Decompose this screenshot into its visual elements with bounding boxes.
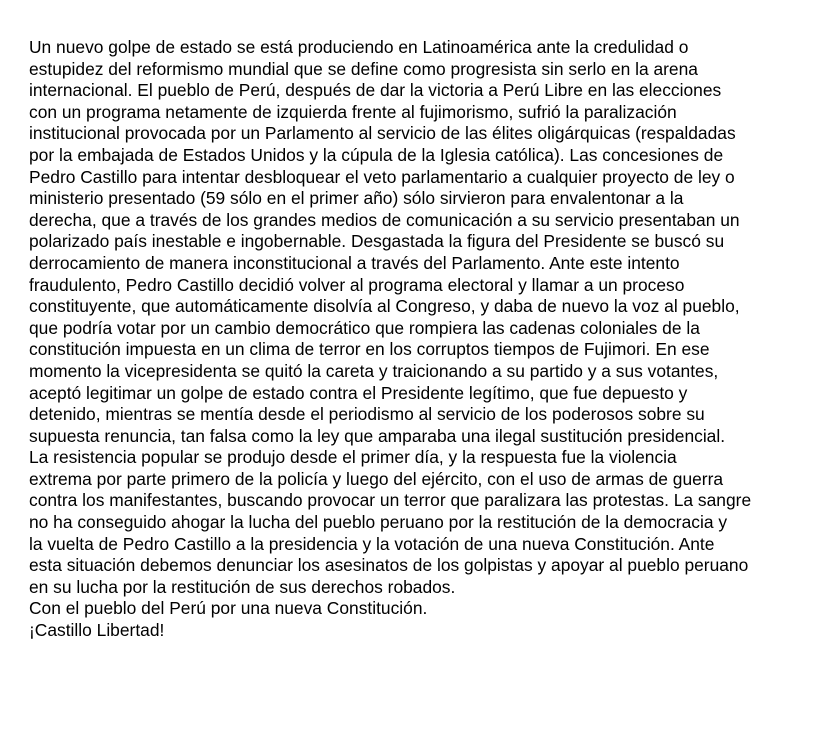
text-line: esta situación debemos denunciar los asesinatos de los golpistas y apoyar al pueblo peruano <box>29 555 749 576</box>
text-line: extrema por parte primero de la policía y luego del ejército, con el uso de armas de guerra <box>29 468 724 489</box>
text-line: ¡Castillo Libertad! <box>29 620 165 641</box>
text-line: Con el pueblo del Perú por una nueva Constitución. <box>29 598 428 619</box>
text-line: Un nuevo golpe de estado se está produciendo en Latinoamérica ante la credulidad o <box>29 37 689 57</box>
text-line: constitución impuesta en un clima de terror en los corruptos tiempos de Fujimori. En ese <box>29 339 710 360</box>
text-line: detenido, mientras se mentía desde el periodismo al servicio de los poderosos sobre su <box>29 404 705 425</box>
text-line: aceptó legitimar un golpe de estado contra el Presidente legítimo, que fue depuesto y <box>29 382 688 403</box>
text-line: derecha, que a través de los grandes medios de comunicación a su servicio presentaban un <box>29 209 740 230</box>
text-line: fraudulento, Pedro Castillo decidió volver al programa electoral y llamar a un proceso <box>29 274 685 295</box>
text-line: Pedro Castillo para intentar desbloquear el veto parlamentario a cualquier proyecto de ley o <box>29 166 735 187</box>
text-line: estupidez del reformismo mundial que se define como progresista sin serlo en la arena <box>29 58 698 79</box>
text-line: polarizado país inestable e ingobernable. Desgastada la figura del Presidente se buscó su <box>29 231 725 252</box>
text-line: en su lucha por la restitución de sus derechos robados. <box>29 576 456 597</box>
text-line: internacional. El pueblo de Perú, después de dar la victoria a Perú Libre en las elecciones <box>29 80 722 101</box>
text-line: momento la vicepresidenta se quitó la careta y traicionando a su partido y a sus votantes, <box>29 360 719 381</box>
text-line: con un programa netamente de izquierda frente al fujimorismo, sufrió la paralización <box>29 101 677 122</box>
text-line: derrocamiento de manera inconstitucional a través del Parlamento. Ante este intento <box>29 252 680 273</box>
text-line: la vuelta de Pedro Castillo a la presidencia y la votación de una nueva Constitución. Ante <box>29 533 715 554</box>
text-line: La resistencia popular se produjo desde el primer día, y la respuesta fue la violencia <box>29 447 677 468</box>
document-body <box>29 37 818 642</box>
text-line: por la embajada de Estados Unidos y la cúpula de la Iglesia católica). Las concesiones de <box>29 144 724 165</box>
text-line: supuesta renuncia, tan falsa como la ley que amparaba una ilegal sustitución presidencial. <box>29 425 726 446</box>
text-line: institucional provocada por un Parlamento al servicio de las élites oligárquicas (respaldadas <box>29 123 736 144</box>
text-line: ministerio presentado (59 sólo en el primer año) sólo sirvieron para envalentonar a la <box>29 188 684 209</box>
text-line: constituyente, que automáticamente disolvía al Congreso, y daba de nuevo la voz al pueblo, <box>29 296 740 317</box>
text-line: no ha conseguido ahogar la lucha del pueblo peruano por la restitución de la democracia y <box>29 512 728 533</box>
text-line: que podría votar por un cambio democrático que rompiera las cadenas coloniales de la <box>29 317 700 338</box>
text-line: contra los manifestantes, buscando provocar un terror que paralizara las protestas. La sangre <box>29 490 752 511</box>
